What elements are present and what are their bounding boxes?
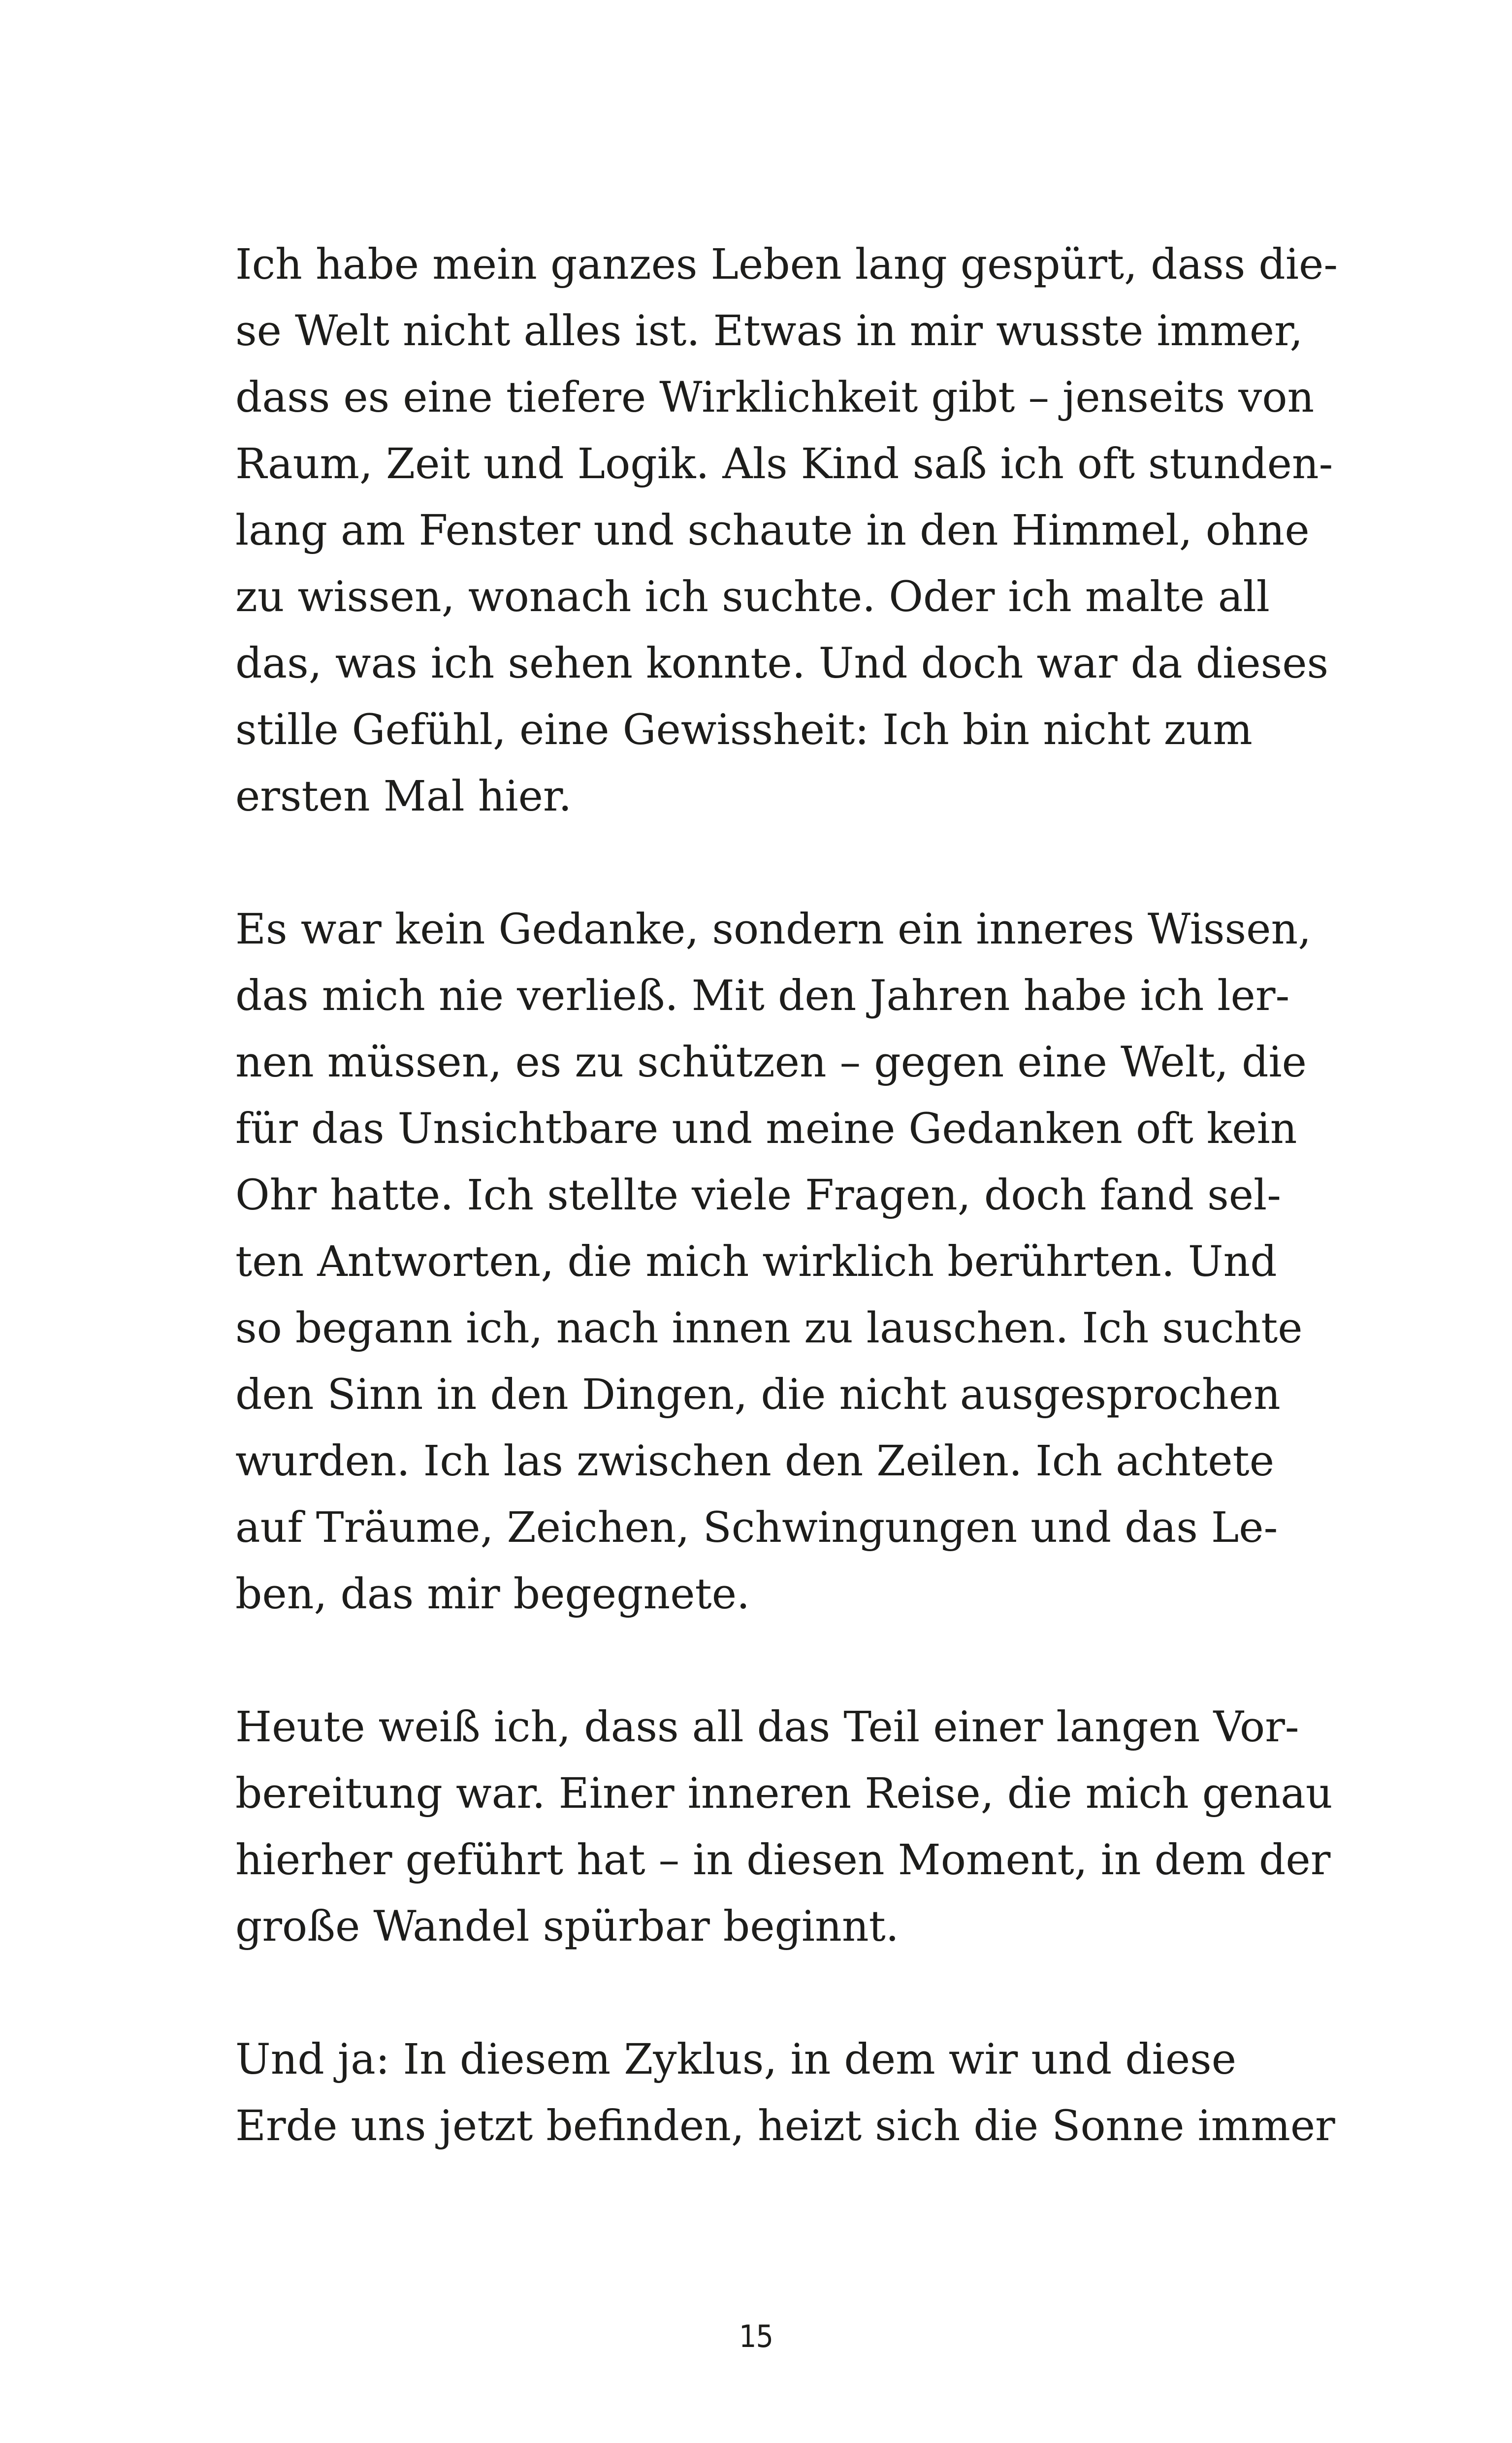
text-line: auf Träume, Zeichen, Schwingungen und das Le- — [235, 1503, 1278, 1552]
text-line: für das Unsichtbare und meine Gedanken oft kein — [235, 1105, 1297, 1153]
text-line: Ohr hatte. Ich stellte viele Fragen, doch fand sel- — [235, 1171, 1281, 1220]
paragraph-3 — [235, 1694, 1333, 1960]
text-line: das, was ich sehen konnte. Und doch war da dieses — [235, 639, 1329, 688]
text-line: stille Gefühl, eine Gewissheit: Ich bin nicht zum — [235, 706, 1253, 754]
text-line: Erde uns jetzt befinden, heizt sich die Sonne immer — [235, 2102, 1335, 2150]
text-line: lang am Fenster und schaute in den Himmel, ohne — [235, 506, 1310, 555]
text-line: Heute weiß ich, dass all das Teil einer langen Vor- — [235, 1703, 1299, 1752]
paragraph-2 — [235, 896, 1312, 1628]
text-line: dass es eine tiefere Wirklichkeit gibt – jenseits von — [235, 373, 1315, 422]
text-line: se Welt nicht alles ist. Etwas in mir wusste immer, — [235, 307, 1303, 356]
text-line: so begann ich, nach innen zu lauschen. Ich suchte — [235, 1304, 1303, 1353]
text-line: Es war kein Gedanke, sondern ein inneres Wissen, — [235, 905, 1312, 954]
paragraph-1 — [235, 231, 1338, 830]
paragraph-4 — [235, 2026, 1335, 2159]
text-line: Ich habe mein ganzes Leben lang gespürt, dass die- — [235, 240, 1338, 289]
text-line: hierher geführt hat – in diesen Moment, in dem der — [235, 1836, 1331, 1885]
text-line: ten Antworten, die mich wirklich berührten. Und — [235, 1238, 1277, 1286]
text-line: ben, das mir begegnete. — [235, 1570, 750, 1619]
text-line: Und ja: In diesem Zyklus, in dem wir und diese — [235, 2035, 1237, 2084]
text-line: wurden. Ich las zwischen den Zeilen. Ich achtete — [235, 1437, 1275, 1486]
text-line: das mich nie verließ. Mit den Jahren habe ich ler- — [235, 972, 1290, 1020]
page-number: 15 — [739, 2318, 773, 2354]
text-line: bereitung war. Einer inneren Reise, die mich genau — [235, 1769, 1333, 1818]
text-line: ersten Mal hier. — [235, 772, 572, 821]
text-line: den Sinn in den Dingen, die nicht ausgesprochen — [235, 1370, 1281, 1419]
text-line: Raum, Zeit und Logik. Als Kind saß ich oft stunden- — [235, 440, 1333, 489]
text-line: große Wandel spürbar beginnt. — [235, 1902, 899, 1951]
text-line: zu wissen, wonach ich suchte. Oder ich malte all — [235, 573, 1270, 621]
text-line: nen müssen, es zu schützen – gegen eine Welt, die — [235, 1038, 1307, 1087]
